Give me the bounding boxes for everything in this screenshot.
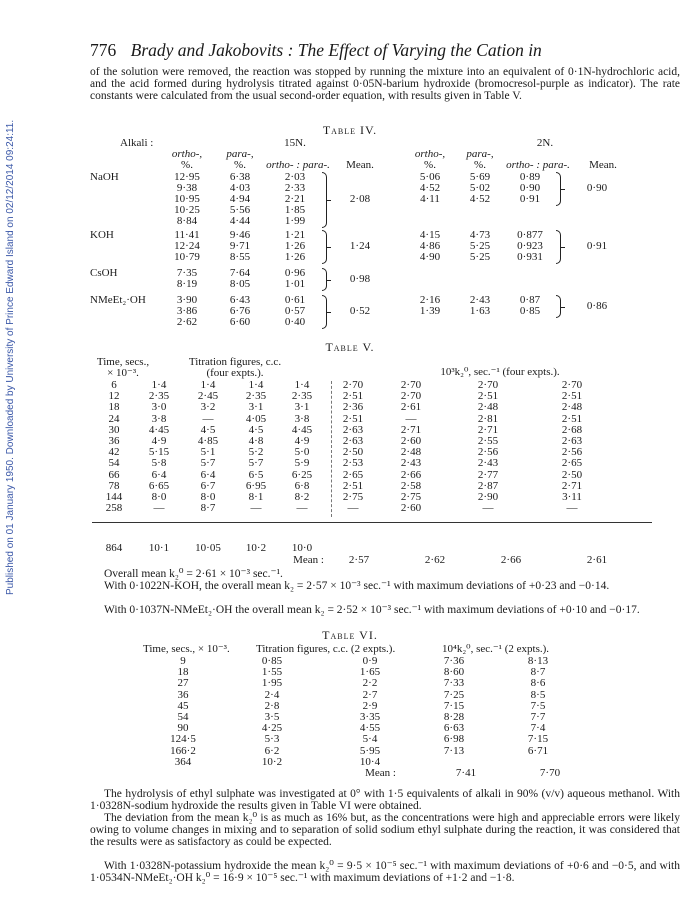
t4-cell: 7·64 (229, 267, 251, 279)
t6-titration-cell: 6·2 (264, 744, 280, 757)
t4-brace (556, 172, 561, 206)
closing-paragraph-3: With 1·0328N-potassium hydroxide the mean k₂⁰ = 9·5 × 10⁻⁵ sec.⁻¹ with maximum deviations of +0·6 and −0·5, and with 1·0534N-NMeEt₂·OH k₂⁰ = 16·9 × 10⁻⁵ sec.⁻¹ with maximum deviations of +1·2 and −1·8. (90, 860, 680, 884)
t4-cell: 9·38 (176, 182, 198, 194)
table-row (92, 402, 610, 413)
t4-h-ortho-2: ortho-, (414, 148, 446, 160)
t5-k-cell: 2·60 (400, 435, 422, 448)
t5-titration-cell: 5·9 (294, 457, 310, 470)
t6-titration-cell: 1·95 (261, 677, 283, 690)
t5-k-cell: 2·51 (477, 390, 499, 403)
t6-titration-cell: 10·4 (359, 755, 381, 768)
t4-h-mean-2: Mean. (589, 159, 617, 171)
t5-final-cell: 10·05 (195, 542, 221, 554)
t4-cell: 4·15 (419, 229, 441, 241)
t6-k-cell: 7·15 (443, 699, 465, 712)
t5-titration-cell: 1·4 (294, 379, 310, 391)
t6-k-cell: 7·7 (530, 711, 546, 724)
t5-rule (92, 522, 652, 523)
t5-k-cell: 2·56 (477, 446, 499, 459)
t5-titration-cell: 3·0 (151, 401, 167, 414)
t5-titration-cell: 4·05 (245, 412, 267, 425)
t4-cell: 5·25 (469, 240, 491, 252)
t5-titration-cell: 6·4 (200, 468, 216, 481)
t5-k-cell: 2·48 (477, 401, 499, 414)
t6-titration-cell: 4·55 (359, 722, 381, 735)
t5-titration-cell: 2·35 (291, 390, 313, 403)
t5-body (92, 380, 610, 514)
t4-cell: 5·69 (469, 171, 491, 183)
t5-titration-cell: 5·7 (248, 457, 264, 470)
t5-time-cell: 18 (108, 401, 120, 414)
t5-titration-cell: 3·1 (248, 401, 264, 414)
t4-cell: 4·44 (229, 215, 251, 227)
t4-cell: 11·41 (174, 229, 200, 241)
t4-brace (322, 295, 327, 329)
closing-paragraph-1: The hydrolysis of ethyl sulphate was investigated at 0° with 1·5 equivalents of alkali in 90% (v/v) aqueous methanol. With 1·0328N-sodium hydroxide the results given in Table VI were obtained. (90, 788, 680, 812)
t5-final-cell: 10·0 (291, 542, 313, 554)
t6-titration-cell: 4·25 (261, 722, 283, 735)
t4-cell: 12·95 (174, 171, 200, 183)
t4-cell: 8·05 (229, 278, 251, 290)
t5-titration-cell: 8·1 (248, 491, 264, 504)
t5-final-time: 864 (105, 542, 123, 554)
t4-h-ratio-15: ortho- : para-. (266, 159, 330, 171)
t5-titration-cell: 6·8 (294, 479, 310, 492)
t4-mean: 0·52 (349, 305, 371, 317)
t5-titration-cell: 4·85 (197, 435, 219, 448)
t4-h-pct-o15: %. (181, 159, 193, 171)
t5-k-cell: 2·71 (561, 479, 583, 492)
t4-h-para-15: para-, (226, 148, 254, 160)
t6-titration-cell: 5·4 (362, 733, 378, 746)
t5-titration-cell: 3·1 (294, 401, 310, 414)
t5-k-cell: 2·48 (561, 401, 583, 414)
t6-k-cell: 7·4 (530, 722, 546, 735)
t4-mean: 0·98 (349, 273, 371, 285)
t4-h-para-2: para-, (466, 148, 494, 160)
t5-k-cell: 2·70 (400, 390, 422, 403)
t5-titration-cell: 4·5 (248, 423, 264, 436)
t4-brace (322, 230, 327, 264)
t4-cell: 10·25 (174, 204, 200, 216)
t4-cell: 0·90 (519, 182, 541, 194)
t5-titration-cell: 6·25 (291, 468, 313, 481)
t5-k-cell: 2·50 (342, 446, 364, 459)
t4-cell: 2·62 (176, 316, 198, 328)
t4-cell: 1·99 (284, 215, 306, 227)
t4-cell: 2·16 (419, 294, 441, 306)
t5-titration-cell: 4·8 (248, 435, 264, 448)
t4-cell: 8·55 (229, 251, 251, 263)
t6-mean-label: Mean : (365, 767, 396, 779)
t4-cell: 8·84 (176, 215, 198, 227)
t6-time-cell: 124·5 (170, 733, 196, 746)
t4-cell: 5·56 (229, 204, 251, 216)
t5-titration-cell: 4·45 (148, 423, 170, 436)
t5-titration-cell: 5·15 (148, 446, 170, 459)
t6-time-cell: 166·2 (170, 744, 196, 757)
running-title: Brady and Jakobovits : The Effect of Varying the Cation in (130, 40, 542, 60)
t5-time-cell: 258 (105, 502, 123, 515)
t5-k-cell: 2·51 (342, 390, 364, 403)
t5-k-cell: 2·81 (477, 412, 499, 425)
t5-titration-cell: 2·35 (148, 390, 170, 403)
t5-titration-cell: — (296, 502, 308, 515)
t4-cell: 4·73 (469, 229, 491, 241)
t4-brace (556, 230, 561, 264)
t5-k-cell: 2·70 (561, 379, 583, 391)
t5-k-cell: 2·68 (561, 423, 583, 436)
t5-k-cell: 2·71 (477, 423, 499, 436)
t6-k-cell: 7·36 (443, 655, 465, 667)
t4-cell: 9·71 (229, 240, 251, 252)
t4-cell: 5·06 (419, 171, 441, 183)
t5-k-cell: 2·66 (400, 468, 422, 481)
t5-h-time-2: × 10⁻³. (107, 367, 139, 379)
t4-cell: 1·63 (469, 305, 491, 317)
t4-brace (556, 295, 561, 318)
t4-cell: 1·85 (284, 204, 306, 216)
t5-k-cell: 2·51 (561, 390, 583, 403)
t5-k-cell: 2·65 (342, 468, 364, 481)
t6-titration-cell: 3·35 (359, 711, 381, 724)
t6-time-cell: 364 (174, 755, 192, 768)
note-overall-mean: Overall mean k₂⁰ = 2·61 × 10⁻³ sec.⁻¹. (104, 568, 283, 580)
t5-time-cell: 30 (108, 423, 120, 436)
t6-titration-cell: 0·9 (362, 655, 378, 667)
table-5-caption: Table V. (325, 340, 375, 354)
t4-cell: 1·21 (284, 229, 306, 241)
page-header (90, 40, 542, 61)
t6-k-cell: 7·15 (527, 733, 549, 746)
t4-cell: 2·33 (284, 182, 306, 194)
t6-titration-cell: 5·95 (359, 744, 381, 757)
t5-k-cell: 2·36 (342, 401, 364, 414)
t5-k-cell: 2·51 (342, 412, 364, 425)
t4-alkali-naoh: NaOH (90, 171, 119, 183)
t4-cell: 1·01 (284, 278, 306, 290)
t5-k-cell: 2·43 (400, 457, 422, 470)
t5-k-cell: 2·51 (561, 412, 583, 425)
t6-k-cell: 7·13 (443, 744, 465, 757)
t4-cell: 0·91 (519, 193, 541, 205)
t5-titration-cell: 6·5 (248, 468, 264, 481)
t4-h-pct-o2: %. (424, 159, 436, 171)
note-koh: With 0·1022N-KOH, the overall mean k₂ = 2·57 × 10⁻³ sec.⁻¹ with maximum deviations of +0·23 and −0·14. (104, 580, 610, 592)
t5-titration-cell: 2·35 (245, 390, 267, 403)
t4-alkali-label: Alkali : (120, 137, 154, 149)
table-6-caption: Table VI. (322, 628, 378, 642)
t5-titration-cell: 4·5 (200, 423, 216, 436)
t4-group-15n: 15N. (284, 137, 306, 149)
t4-mean: 0·91 (586, 240, 608, 252)
t4-cell: 2·03 (284, 171, 306, 183)
t5-k-cell: 2·55 (477, 435, 499, 448)
t6-titration-cell: 2·9 (362, 699, 378, 712)
t4-mean: 0·86 (586, 300, 608, 312)
t5-k-cell: 2·63 (342, 423, 364, 436)
t4-cell: 5·02 (469, 182, 491, 194)
t6-titration-cell: 3·5 (264, 711, 280, 724)
t5-final-cell: 10·1 (148, 542, 170, 554)
t5-k-cell: 2·70 (477, 379, 499, 391)
t4-brace (322, 268, 327, 291)
t4-cell: 9·46 (229, 229, 251, 241)
t5-h-titr-2: (four expts.). (206, 367, 264, 379)
t4-alkali-koh: KOH (90, 229, 114, 241)
t5-titration-cell: 5·1 (200, 446, 216, 459)
t5-k-cell: 2·75 (400, 491, 422, 504)
t5-mean: 2·61 (586, 554, 608, 566)
t6-k-cell: 8·5 (530, 688, 546, 701)
t4-alkali-nmeet2oh: NMeEt₂·OH (90, 294, 146, 306)
t5-k-cell: 2·65 (561, 457, 583, 470)
t5-k-cell: 2·70 (400, 379, 422, 391)
t5-titration-cell: 4·9 (294, 435, 310, 448)
t5-titration-cell: 3·8 (294, 412, 310, 425)
t6-k-cell: 7·5 (530, 699, 546, 712)
t5-h-k: 10³k₂⁰, sec.⁻¹ (four expts.). (440, 366, 560, 378)
download-sidebar (3, 60, 17, 860)
t5-time-cell: 144 (105, 491, 123, 504)
t6-titration-cell: 2·4 (264, 688, 280, 701)
t5-k-cell: 2·48 (400, 446, 422, 459)
t4-cell: 4·03 (229, 182, 251, 194)
t4-cell: 10·95 (174, 193, 200, 205)
t4-cell: 2·43 (469, 294, 491, 306)
t5-time-cell: 36 (108, 435, 120, 448)
t4-cell: 7·35 (176, 267, 198, 279)
t5-titration-cell: 4·9 (151, 435, 167, 448)
t4-cell: 0·923 (517, 240, 543, 252)
page-number: 776 (90, 40, 117, 60)
t5-k-cell: 2·58 (400, 479, 422, 492)
t4-cell: 1·26 (284, 251, 306, 263)
t5-k-cell: 2·61 (400, 401, 422, 414)
t5-titration-cell: — (250, 502, 262, 515)
t4-cell: 3·90 (176, 294, 198, 306)
t6-titration-cell: 5·3 (264, 733, 280, 746)
t5-titration-cell: 3·2 (200, 401, 216, 414)
t5-time-cell: 12 (108, 390, 120, 403)
t6-time-cell: 36 (177, 688, 189, 701)
t4-mean: 1·24 (349, 240, 371, 252)
t4-cell: 4·11 (420, 193, 440, 205)
t5-k-cell: 2·51 (342, 479, 364, 492)
t5-k-cell: 2·63 (342, 435, 364, 448)
t4-h-ratio-2: ortho- : para-. (506, 159, 570, 171)
t4-cell: 4·52 (469, 193, 491, 205)
t5-k-cell: 2·70 (342, 379, 364, 391)
t4-cell: 1·26 (284, 240, 306, 252)
t6-titration-cell: 10·2 (261, 755, 283, 768)
t5-titration-cell: 8·0 (151, 491, 167, 504)
t4-cell: 4·86 (419, 240, 441, 252)
t5-k-cell: 2·75 (342, 491, 364, 504)
t4-cell: 0·40 (284, 316, 306, 328)
t6-time-cell: 9 (180, 655, 186, 667)
table-row (150, 734, 580, 745)
t5-k-cell: 2·90 (477, 491, 499, 504)
t5-titration-cell: 1·4 (151, 379, 167, 391)
table-4-caption: Table IV. (322, 123, 378, 137)
t4-h-pct-p15: %. (234, 159, 246, 171)
table-row (92, 458, 610, 469)
t4-mean: 2·08 (349, 193, 371, 205)
t4-cell: 0·877 (517, 229, 543, 241)
t5-k-cell: 2·63 (561, 435, 583, 448)
t4-cell: 0·57 (284, 305, 306, 317)
table-row (150, 678, 580, 689)
t4-cell: 6·76 (229, 305, 251, 317)
t6-mean: 7·70 (539, 767, 561, 779)
t6-h-titr: Titration figures, c.c. (2 expts.). (256, 643, 396, 655)
t5-titration-cell: 5·7 (200, 457, 216, 470)
t5-titration-cell: 6·4 (151, 468, 167, 481)
t5-titration-cell: 5·2 (248, 446, 264, 459)
t4-cell: 0·89 (519, 171, 541, 183)
t6-time-cell: 45 (177, 699, 189, 712)
t6-titration-cell: 2·2 (362, 677, 378, 690)
t5-time-cell: 42 (108, 446, 120, 459)
download-note: Published on 01 January 1950. Downloaded by University of Prince Edward Island on 02/12/2014 09:24:11. (5, 119, 16, 595)
t6-k-cell: 7·33 (443, 677, 465, 690)
t5-titration-cell: 6·95 (245, 479, 267, 492)
t5-time-cell: 78 (108, 479, 120, 492)
t6-titration-cell: 1·55 (261, 666, 283, 679)
t4-alkali-csoh: CsOH (90, 267, 118, 279)
t5-k-cell: 2·71 (400, 423, 422, 436)
t5-titration-cell: — (153, 502, 165, 515)
t5-titration-cell: 8·0 (200, 491, 216, 504)
t5-titration-cell: 8·7 (200, 502, 216, 515)
intro-paragraph: of the solution were removed, the reaction was stopped by running the mixture into an equivalent of 0·1N-hydrochloric acid, and the acid formed during hydrolysis titrated against 0·05N-barium hydroxide (bromocresol-purple as indicator). The rate constants were calculated from the usual second-order equation, with results given in Table V. (90, 66, 680, 102)
t6-titration-cell: 1·65 (359, 666, 381, 679)
t4-cell: 0·85 (519, 305, 541, 317)
t4-brace (322, 172, 327, 228)
t6-body (150, 656, 580, 768)
t6-k-cell: 6·98 (443, 733, 465, 746)
t5-titration-cell: 6·7 (200, 479, 216, 492)
t4-cell: 5·25 (469, 251, 491, 263)
t4-mean: 0·90 (586, 182, 608, 194)
t4-cell: 8·19 (176, 278, 198, 290)
t6-titration-cell: 0·85 (261, 655, 283, 667)
t5-titration-cell: 2·45 (197, 390, 219, 403)
t4-cell: 6·43 (229, 294, 251, 306)
t4-cell: 1·39 (419, 305, 441, 317)
t5-k-cell: — (347, 502, 359, 515)
t6-k-cell: 7·25 (443, 688, 465, 701)
t6-mean: 7·41 (455, 767, 477, 779)
t4-cell: 3·86 (176, 305, 198, 317)
t6-k-cell: 8·7 (530, 666, 546, 679)
t5-titration-cell: 3·8 (151, 412, 167, 425)
t5-titration-cell: 5·8 (151, 457, 167, 470)
closing-paragraph-2: The deviation from the mean k₂⁰ is as much as 16% but, as the concentrations were high and appreciable errors were likely owing to volume changes in mixing and to separation of solid sodium ethyl sulphate during the reaction, it was considered that the results were as satisfactory as could be expected. (90, 812, 680, 848)
t4-cell: 4·52 (419, 182, 441, 194)
t5-k-cell: 2·43 (477, 457, 499, 470)
t5-time-cell: 54 (108, 457, 120, 470)
t6-time-cell: 27 (177, 677, 189, 690)
t4-cell: 10·79 (174, 251, 200, 263)
t5-mean-label: Mean : (293, 554, 324, 566)
t5-titration-cell: — (202, 412, 214, 425)
t5-mean: 2·66 (500, 554, 522, 566)
t5-titration-cell: 8·2 (294, 491, 310, 504)
t4-cell: 4·94 (229, 193, 251, 205)
t5-k-cell: 2·87 (477, 479, 499, 492)
t5-k-cell: 3·11 (562, 491, 582, 504)
t4-cell: 0·87 (519, 294, 541, 306)
t6-titration-cell: 2·8 (264, 699, 280, 712)
t4-cell: 0·96 (284, 267, 306, 279)
t6-h-k: 10⁴k₂⁰, sec.⁻¹ (2 expts.). (442, 643, 550, 655)
t6-k-cell: 8·28 (443, 711, 465, 724)
t4-h-mean-15: Mean. (346, 159, 374, 171)
t5-mean: 2·57 (348, 554, 370, 566)
t5-time-cell: 24 (108, 412, 120, 425)
t6-time-cell: 18 (177, 666, 189, 679)
t5-titration-cell: 5·0 (294, 446, 310, 459)
t4-h-ortho-15: ortho-, (171, 148, 203, 160)
t4-group-2n: 2N. (536, 137, 554, 149)
t6-h-time: Time, secs., × 10⁻³. (143, 643, 230, 655)
t5-h-titr-1: Titration figures, c.c. (188, 356, 282, 368)
t6-k-cell: 8·13 (527, 655, 549, 667)
t6-time-cell: 90 (177, 722, 189, 735)
t5-titration-cell: 1·4 (248, 379, 264, 391)
t5-k-cell: — (566, 502, 578, 515)
t5-final-cell: 10·2 (245, 542, 267, 554)
t5-h-time-1: Time, secs., (96, 356, 150, 368)
t6-k-cell: 8·6 (530, 677, 546, 690)
t4-cell: 4·90 (419, 251, 441, 263)
t5-k-cell: 2·56 (561, 446, 583, 459)
t4-cell: 6·38 (229, 171, 251, 183)
t6-k-cell: 6·71 (527, 744, 549, 757)
t4-h-pct-p2: %. (474, 159, 486, 171)
t6-titration-cell: 2·7 (362, 688, 378, 701)
t5-k-cell: 2·77 (477, 468, 499, 481)
t5-k-cell: 2·60 (400, 502, 422, 515)
t5-titration-cell: 1·4 (200, 379, 216, 391)
t6-time-cell: 54 (177, 711, 189, 724)
t4-cell: 2·21 (284, 193, 306, 205)
t4-cell: 6·60 (229, 316, 251, 328)
t5-k-cell: 2·50 (561, 468, 583, 481)
t5-k-cell: — (482, 502, 494, 515)
t5-k-cell: 2·53 (342, 457, 364, 470)
t4-cell: 0·931 (517, 251, 543, 263)
t6-k-cell: 8·60 (443, 666, 465, 679)
t6-k-cell: 6·63 (443, 722, 465, 735)
t5-time-cell: 66 (108, 468, 120, 481)
t5-time-cell: 6 (111, 379, 117, 391)
t4-cell: 0·61 (284, 294, 306, 306)
t5-titration-cell: 4·45 (291, 423, 313, 436)
note-nmeet2oh: With 0·1037N-NMeEt₂·OH the overall mean k₂ = 2·52 × 10⁻³ sec.⁻¹ with maximum deviations of +0·10 and −0·17. (104, 604, 640, 616)
t5-k-cell: — (405, 412, 417, 425)
t5-titration-cell: 6·65 (148, 479, 170, 492)
table-row (92, 503, 610, 514)
t5-divider (331, 381, 332, 517)
t5-mean: 2·62 (424, 554, 446, 566)
t4-cell: 12·24 (174, 240, 200, 252)
